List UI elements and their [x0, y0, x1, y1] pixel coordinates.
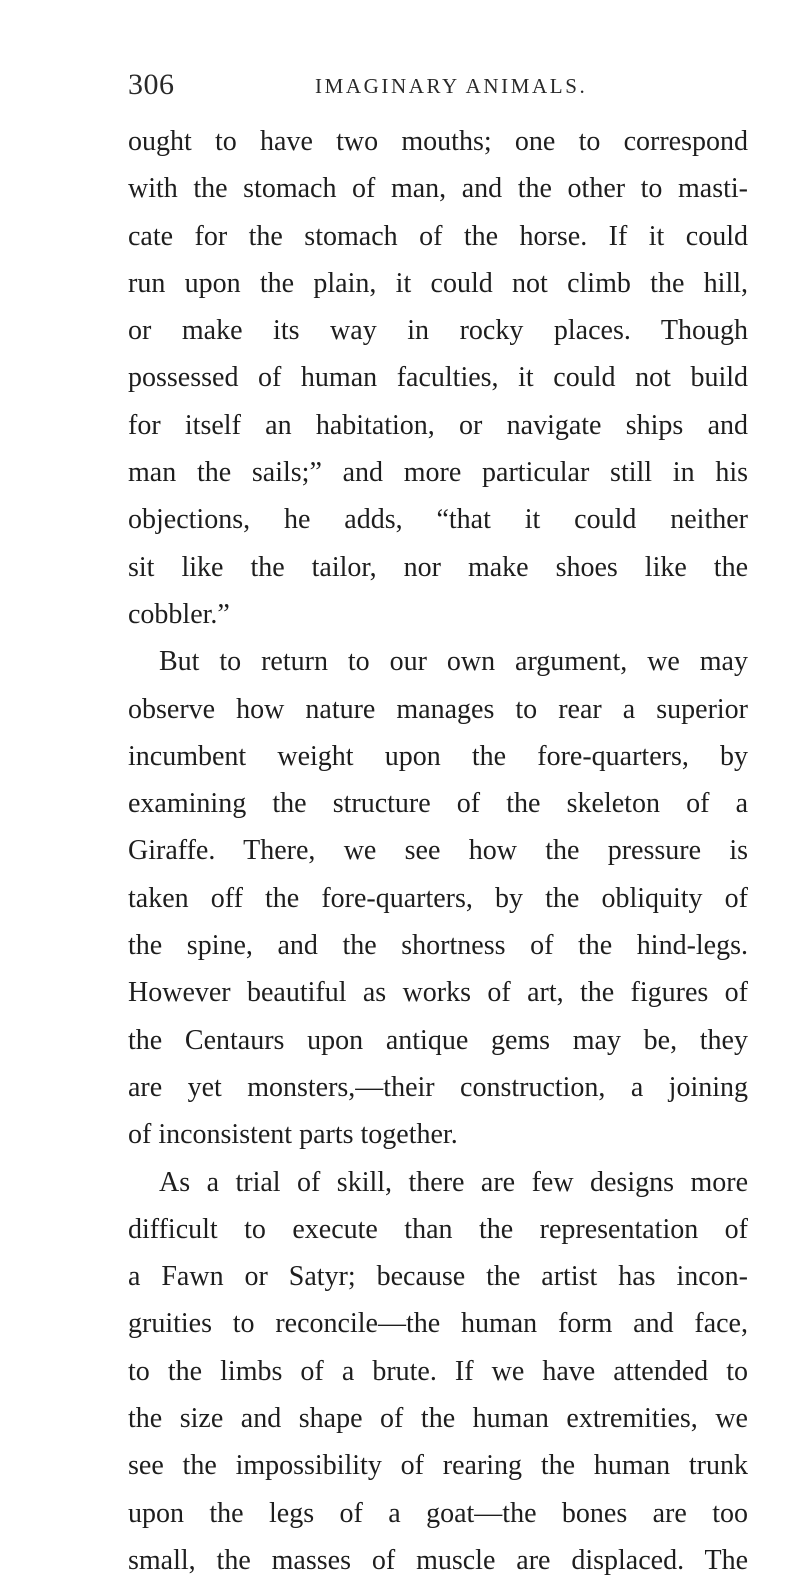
text-line: see the impossibility of rearing the human trunk	[128, 1450, 748, 1482]
text-line: the size and shape of the human extremities, we	[128, 1403, 748, 1435]
text-line: gruities to reconcile—the human form and face,	[128, 1308, 748, 1340]
text-line: difficult to execute than the representation of	[128, 1213, 748, 1245]
paragraph-start-line: As a trial of skill, there are few designs more	[159, 1166, 748, 1198]
text-line: small, the masses of muscle are displaced. The	[128, 1544, 748, 1576]
text-line: incumbent weight upon the fore-quarters, by	[128, 740, 748, 772]
text-line: Giraffe. There, we see how the pressure is	[128, 835, 748, 867]
text-line: However beautiful as works of art, the figures of	[128, 977, 748, 1009]
text-line: are yet monsters,—their construction, a joining	[128, 1071, 748, 1103]
text-line: examining the structure of the skeleton of a	[128, 788, 748, 820]
text-line: upon the legs of a goat—the bones are too	[128, 1497, 748, 1529]
text-line: sit like the tailor, nor make shoes like the	[128, 551, 748, 583]
text-line: cate for the stomach of the horse. If it could	[128, 220, 748, 252]
running-title: IMAGINARY ANIMALS.	[315, 74, 588, 98]
text-line: to the limbs of a brute. If we have attended to	[128, 1355, 748, 1387]
text-line: observe how nature manages to rear a superior	[128, 693, 748, 725]
text-line: the Centaurs upon antique gems may be, they	[128, 1024, 748, 1056]
running-head	[128, 68, 748, 108]
text-line: ought to have two mouths; one to correspond	[128, 126, 748, 157]
text-line: or make its way in rocky places. Though	[128, 315, 748, 347]
text-line: man the sails;” and more particular still in his	[128, 457, 748, 489]
text-line: with the stomach of man, and the other to masti-	[128, 173, 748, 205]
text-line: for itself an habitation, or navigate ships and	[128, 409, 748, 441]
paragraph-end-line: of inconsistent parts together.	[128, 1119, 458, 1151]
text-line: possessed of human faculties, it could not build	[128, 362, 748, 394]
text-line: taken off the fore-quarters, by the obliquity of	[128, 882, 748, 914]
text-line: run upon the plain, it could not climb the hill,	[128, 267, 748, 299]
paragraph-end-line: cobbler.”	[128, 598, 230, 630]
text-line: the spine, and the shortness of the hind-legs.	[128, 930, 748, 962]
body-text	[128, 118, 748, 1584]
text-line: a Fawn or Satyr; because the artist has incon-	[128, 1261, 748, 1293]
paragraph-start-line: But to return to our own argument, we may	[159, 646, 748, 678]
page-number: 306	[128, 68, 175, 101]
text-line: objections, he adds, “that it could neither	[128, 504, 748, 536]
